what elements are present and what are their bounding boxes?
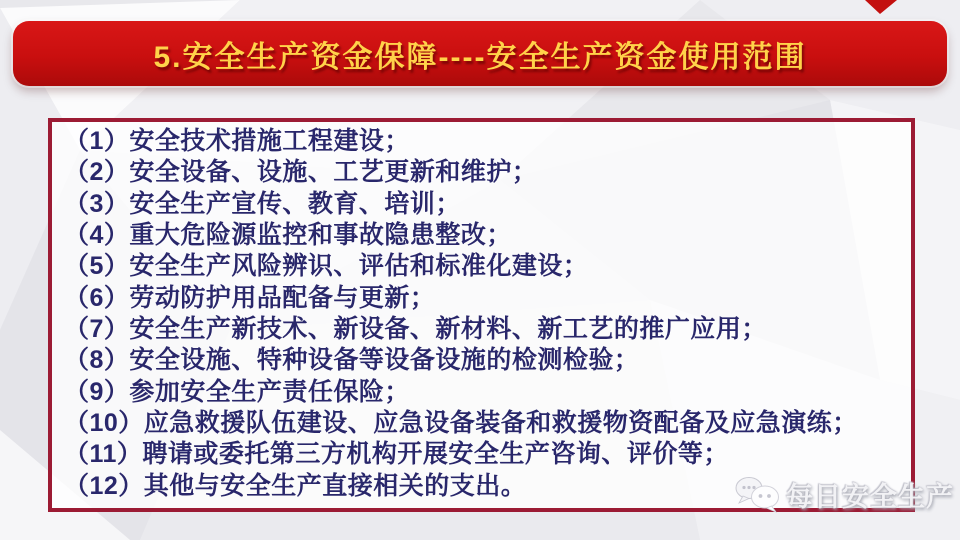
- list-item: （10）应急救援队伍建设、应急设备装备和救援物资配备及应急演练；: [64, 409, 858, 438]
- list-item: （4）重大危险源监控和事故隐患整改；: [64, 221, 512, 250]
- list-item: （8）安全设施、特种设备等设备设施的检测检验；: [64, 346, 640, 375]
- slide-title: 5.安全生产资金保障----安全生产资金使用范围: [153, 40, 807, 74]
- list-item: （2）安全设备、设施、工艺更新和维护；: [64, 158, 538, 187]
- list-item: （1）安全技术措施工程建设；: [64, 127, 410, 156]
- list-item: （11）聘请或委托第三方机构开展安全生产咨询、评价等；: [64, 440, 729, 469]
- wechat-icon: [734, 475, 780, 513]
- list-item: （6）劳动防护用品配备与更新；: [64, 283, 436, 312]
- title-banner: [13, 21, 947, 86]
- content-panel: [48, 118, 915, 512]
- watermark-label: 每日安全生产: [786, 481, 954, 512]
- watermark: [734, 472, 954, 516]
- list-item: （5）安全生产风险辨识、评估和标准化建设；: [64, 252, 589, 281]
- list-item: （7）安全生产新技术、新设备、新材料、新工艺的推广应用；: [64, 315, 767, 344]
- list-item: （12）其他与安全生产直接相关的支出。: [64, 471, 527, 500]
- list-item: （9）参加安全生产责任保险；: [64, 377, 410, 406]
- list-item: （3）安全生产宣传、教育、培训；: [64, 189, 461, 218]
